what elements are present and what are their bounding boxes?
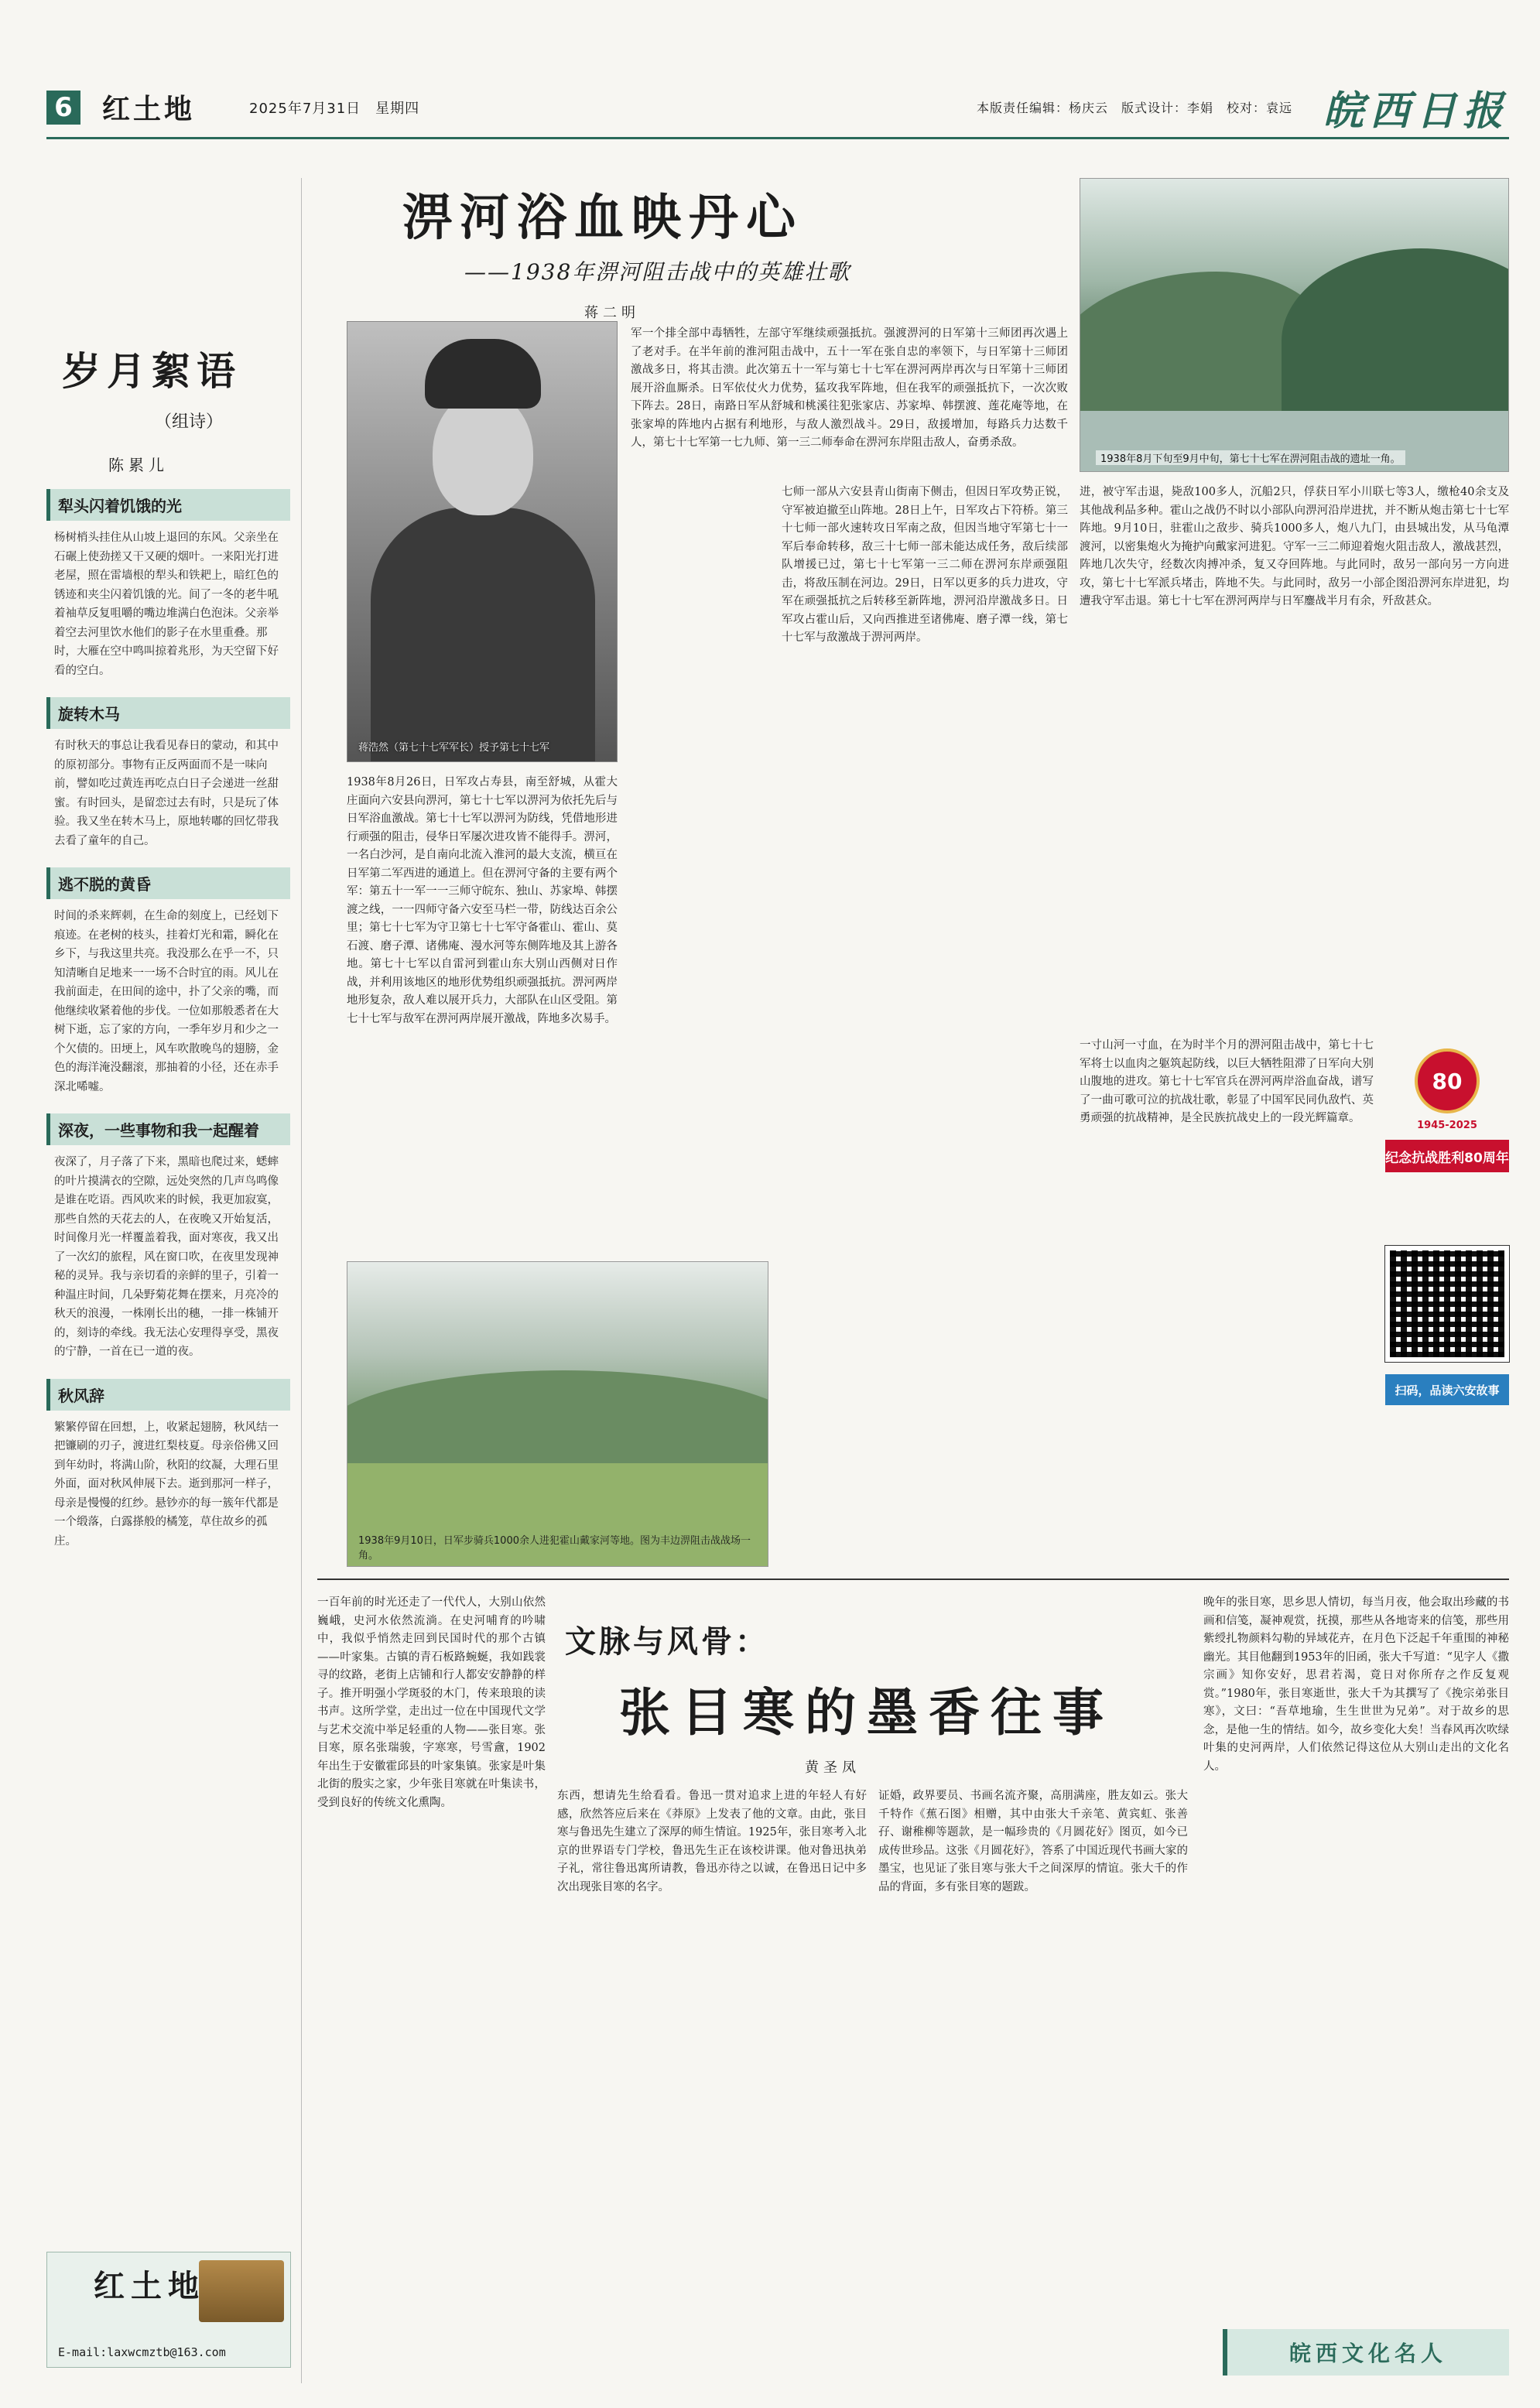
- anniversary-ribbon: 纪念抗战胜利80周年: [1385, 1140, 1509, 1172]
- column-footer-label: 皖西文化名人: [1223, 2329, 1509, 2376]
- contact-email[interactable]: E-mail:laxwcmztb@163.com: [58, 2345, 226, 2359]
- river-landscape-photo: [1080, 178, 1509, 472]
- section-footer-title: 红土地: [94, 2268, 205, 2304]
- feature-subtitle: （组诗）: [155, 412, 224, 432]
- article-subtitle: ——1938年淠河阻击战中的英雄壮歌: [464, 259, 851, 285]
- poem-title: 逃不脱的黄昏: [46, 867, 290, 899]
- poem-title: 犁头闪着饥饿的光: [46, 489, 290, 521]
- article-title: 淠河浴血映丹心: [402, 189, 803, 247]
- military-cap-shape: [425, 339, 541, 409]
- article-author: 蒋二明: [584, 305, 640, 321]
- article-text-column: 东西，想请先生给看看。鲁迅一贯对追求上进的年轻人有好感，欣然答应后来在《莽原》上发表了他的文章。由此，张目寒与鲁迅先生建立了深厚的师生情谊。1925年，张目寒考入北京的世界语专门学校，鲁迅先生正在该校讲课。他对鲁迅执弟子礼，常往鲁迅寓所请教，鲁迅亦待之以诚，在鲁迅日记中多次出现张目寒的名字。: [557, 1790, 867, 1893]
- masthead: [46, 77, 1509, 139]
- section-footer-box: [46, 2252, 291, 2368]
- section-name: 红土地: [102, 94, 196, 125]
- article-text-column: 一寸山河一寸血，在为时半个月的淠河阻击战中，第七十七军将士以血肉之躯筑起防线，以巨大牺牲阻滞了日军向大别山腹地的进攻。第七十七军官兵在淠河两岸浴血奋战，谱写了一曲可歌可泣的抗战壮歌，彰显了中国军民同仇敌忾、英勇顽强的抗战精神，是全民族抗战史上的一段光辉篇章。: [1080, 1039, 1374, 1124]
- article-text-column: 证婚，政界要员、书画名流齐聚，高朋满座，胜友如云。张大千特作《蕉石图》相赠，其中由张大千亲笔、黄宾虹、张善孖、谢稚柳等题款，是一幅珍贵的《月圆花好》图页，如今已成传世珍品。这张《月圆花好》，答系了中国近现代书画大家的墨宝，也见证了张目寒与张大千之间深厚的情谊。张大千的作品的背面，多有张目寒的题跋。: [878, 1790, 1188, 1893]
- newspaper-logo: 皖西日报: [1323, 87, 1509, 135]
- poem-title: 深夜，一些事物和我一起醒着: [46, 1113, 290, 1145]
- poem-body: 杨树梢头挂住从山坡上退回的东风。父亲坐在石碾上使劲搓又干又硬的烟叶。一来阳光打进老屋，照在雷墙根的犁头和铁耙上，暗红色的锈迹和夹尘闪着饥饿的光。间了一冬的老牛吼着袖草反复咀嚼的嘴边堆满白色泡沫。父亲举着空去河里饮水他们的影子在水里重叠。那时，大雁在空中鸣叫掠着兆形，为天空留下好看的空白。: [54, 532, 279, 677]
- photo-caption: 1938年9月10日，日军步骑兵1000余人进犯霍山戴家河等地。图为丰边淠阻击战战场一角。: [358, 1535, 751, 1561]
- qr-code-label: 扫码，品读六安故事: [1385, 1374, 1509, 1405]
- face-shape: [433, 392, 533, 515]
- article-text-column: 1938年8月26日，日军攻占寿县，南至舒城，从霍大庄面向六安县向淠河，第七十七军以淠河为依托先后与日军浴血激战。第七十七军以淠河为防线，凭借地形进行顽强的阻击，侵华日军屡次进攻皆不能得手。淠河，一名白沙河，是自南向北流入淮河的最大支流，横亘在日军第二军西进的通道上。但在淠河守备的主要有两个军：第五十一军一一三师守皖东、独山、苏家埠、韩摆渡之线，一一四师守备六安至马栏一带，防线达百余公里；第七十七军为守卫第七十七军守备霍山、霍山、莫石渡、磨子潭、诸佛庵、漫水河等东侧阵地及其上游各地。第七十七军以自雷河到霍山东大别山西侧对日作战，并利用该地区的地形优势组织顽强抵抗。淠河两岸地形复杂，敌人难以展开兵力，大部队在山区受阻。第七十七军与敌军在淠河两岸展开激战，阵地多次易手。: [347, 776, 618, 1025]
- anniversary-number: 80: [1415, 1048, 1480, 1113]
- article-author: 黄圣凤: [805, 1760, 861, 1776]
- portrait-photo: [347, 321, 618, 762]
- poem-body: 夜深了，月子落了下来，黑暗也爬过来，蟋蟀的叶片摸满衣的空隙，远处突然的几声鸟鸣像是谁在吃语。西风吹来的时候，我更加寂寞，那些自然的天花去的人，在夜晚又开始复活，时间像月光一样覆盖着我，面对寒夜，我又出了一次幻的旅程，风在窗口吹，在夜里发现神秘的灵异。我与亲切看的亲鲜的里子，引着一种温庄时间，几朵野菊花舞在摆来，月亮冷的秋天的浪漫，一株刚长出的穗，一排一株铺开的，刻诗的牵线。我无法心安理得享受，黑夜的宁静，一首在已一道的夜。: [54, 1156, 279, 1358]
- qr-code[interactable]: [1385, 1246, 1509, 1362]
- article-text-column: 晚年的张目寒，思乡思人情切，每当月夜，他会取出珍藏的书画和信笺，凝神观赏，抚摸，那些从各地寄来的信笺，那些用紫绶扎物颜料勾勒的异域花卉，在月色下泛起千年重围的神秘幽光。其目他翻到1953年的旧函，张大千写道：“见字人《撒宗画》知你安好，思君若渴，竟日对你所存之作反复观赏。”1980年，张目寒逝世，张大千为其撰写了《挽宗弟张目寒》，文曰：“吾草地瑜，生生世世为兄弟”。对于故乡的思念，是他一生的情结。如今，故乡变化大矣！当春风再次吹绿叶集的史河两岸，人们依然记得这位从大别山走出的文化名人。: [1203, 1596, 1509, 1773]
- landscape-thumbnail: [199, 2260, 284, 2322]
- poem-body: 时间的杀来辉刺，在生命的刻度上，已经划下痕迹。在老树的枝头，挂着灯光和霜，瞬化在乡下，与我这里共亮。我没那么在乎一不，只知清晰自足地来一一场不合时宜的雨。风儿在我前面走，在田间的途中，扑了父亲的嘴，而他继续收紧着他的步伐。一位如那般悉者在大树下逝，忘了家的方向，一季年岁月和少之一个欠债的。田埂上，风车吹散晚鸟的翅膀，金色的海洋淹没翻滚，那抽着的小径，还在赤手深北唏嘘。: [54, 910, 279, 1093]
- issue-date: 2025年7月31日 星期四: [249, 100, 420, 117]
- editor-credits: 本版责任编辑：杨庆云 版式设计：李娟 校对：袁远: [976, 101, 1292, 115]
- poem-body: 繁繁停留在回想，上，收紧起翅膀，秋风结一把镰刷的刃子，渡进红梨枝夏。母亲俗佛又回到年幼时，将满山阶，秋阳的纹凝，大理石里外面，面对秋风伸展下去。逝到那河一样子，母亲是慢慢的红纱。悬钞亦的每一簇年代都是一个缎落，白露搽般的橘笼，草住故乡的孤庄。: [54, 1421, 279, 1548]
- article-kicker: 文脉与风骨：: [565, 1623, 769, 1660]
- uniform-shape: [371, 508, 595, 762]
- photo-caption: 1938年8月下旬至9月中旬，第七十七军在淠河阻击战的遗址一角。: [1096, 450, 1405, 465]
- article-text-column: 军一个排全部中毒牺牲，左部守军继续顽强抵抗。强渡淠河的日军第十三师团再次遇上了老对手。在半年前的淮河阻击战中，五十一军在张自忠的率领下，与日军第十三师团激战多日，将其击溃。此次第五十一军与第七十七军在淠河两岸再次与日军第十三师团展开浴血厮杀。日军依仗火力优势，猛攻我军阵地，但在我军的顽强抵抗下，一次次败下阵去。28日，南路日军从舒城和桃溪往犯张家店、苏家埠、韩摆渡、莲花庵等地，在张家埠的阵地内占据有利地形，与敌人激烈战斗。29日，敌援增加，每路兵力达数千人，第七十七军第一七九师、第一三二师奉命在淠河东岸阻击敌人，奋勇杀敌。: [631, 327, 1068, 449]
- feature-title: 岁月絮语: [62, 348, 241, 394]
- anniversary-badge: [1385, 1048, 1509, 1172]
- anniversary-years: 1945-2025: [1417, 1120, 1477, 1131]
- poem-title: 旋转木马: [46, 697, 290, 729]
- article-text-column: 七师一部从六安县青山街南下侧击，但因日军攻势正锐，守军被迫撤至山阵地。28日上午，日军攻占下符桥。第三十七师一部火速转攻日军南之敌，但因当地守军第七十一军后奉命转移，敌三十七师一部未能达成任务，敌后续部队增援已过，第七十七军第一三二师在淠河东岸顽强阻击，将敌压制在河边。29日，日军以更多的兵力进攻，守军在顽强抵抗之后转移至新阵地，淠河沿岸激战多日。日军攻占霍山后，又向西推进至诸佛庵、磨子潭一线，第七十七军与敌激战于淠河两岸。: [782, 486, 1068, 644]
- poem-title: 秋风辞: [46, 1379, 290, 1411]
- poem-body: 有时秋天的事总让我看见春日的蒙动，和其中的原初部分。事物有正反两面而不是一味向前，譬如吃过黄连再吃点白日子会递进一丝甜蜜。有时回头，是留恋过去有时，只是玩了体验。我又坐在转木马上，原地转嘟的回忆带我去看了童年的自己。: [54, 740, 279, 847]
- hill-shape: [1282, 248, 1509, 434]
- section-divider: [317, 1579, 1509, 1580]
- article-title: 张目寒的墨香往事: [619, 1682, 1114, 1743]
- left-column: [46, 178, 302, 2383]
- article-text-column: 进，被守军击退，毙敌100多人，沉船2只，俘获日军小川联七等3人，缴枪40余支及其他战利品多种。霍山之战仍不时以小部队向淠河沿岸进扰，并不断从炮击第七十七军阵地。9月10日，驻霍山之敌步、骑兵1000多人，炮八九门，由县城出发，从马龟潭渡河，以密集炮火为掩护向戴家河进犯。守军一三二师迎着炮火阻击敌人，激战甚烈，阵地几次失守，经数次肉搏冲杀，复又夺回阵地。与此同时，敌另一部向另一方向进攻，第七十七军派兵堵击，阵地不失。与此同时，敌另一小部企图沿淠河东岸进犯，均遭我守军击退。第七十七军在淠河两岸与日军鏖战半月有余，歼敌甚众。: [1080, 486, 1509, 607]
- photo-caption: 蒋浩然（第七十七军军长）授予第七十七军: [358, 742, 550, 754]
- feature-author: 陈累儿: [108, 456, 169, 474]
- page-number: 6: [46, 91, 80, 125]
- article-text-column: 一百年前的时光还走了一代代人，大别山依然巍峨，史河水依然流淌。在史河哺育的吟啸中，我似乎悄然走回到民国时代的那个古镇——叶家集。古镇的青石板路蜿蜒，我如践裳寻的纹路，老街上店铺和行人都安安静静的样子。推开明强小学斑驳的木门，传来琅琅的读书声。这所学堂，走出过一位在中国现代文学与艺术交流中举足轻重的人物——张目寒。张目寒，原名张瑞骏，字寒寒，号雪盦，1902年出生于安徽霍邱县的叶家集镇。张家是叶集北街的殷实之家，少年张目寒就在叶集读书，受到良好的传统文化熏陶。: [317, 1596, 546, 1809]
- battlefield-landscape-photo: [347, 1261, 768, 1567]
